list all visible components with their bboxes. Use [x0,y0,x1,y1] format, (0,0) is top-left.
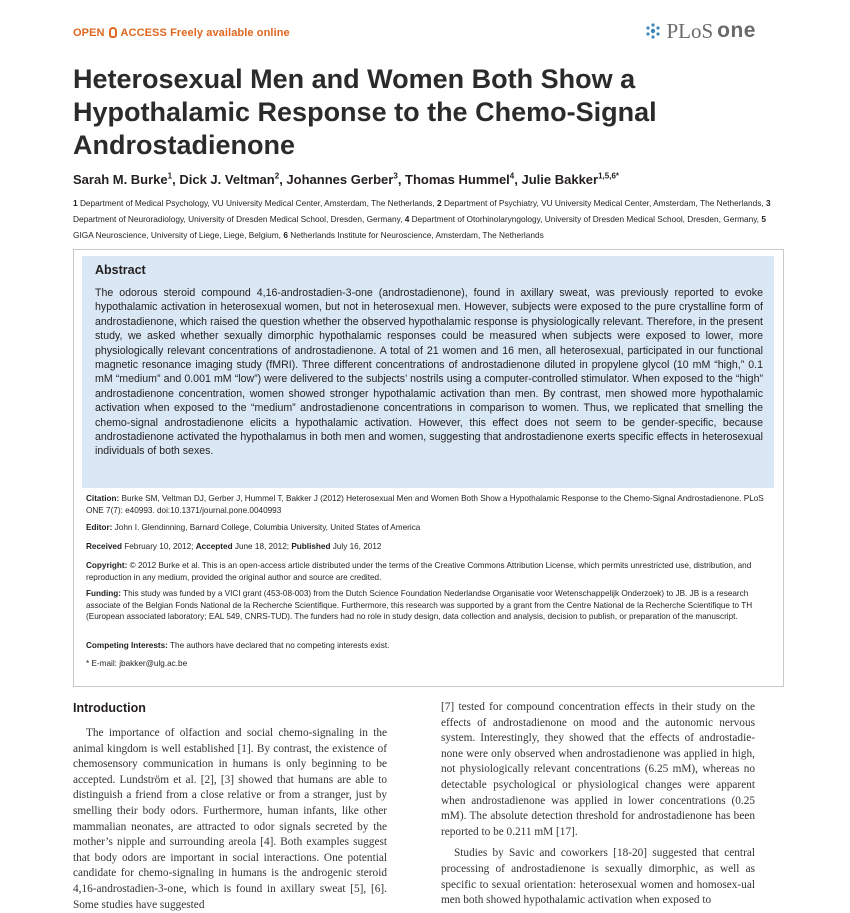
editor: Editor: John I. Glendinning, Barnard College, Columbia University, United States of America [86,523,421,532]
journal-one-text: one [717,19,756,42]
competing-interests: Competing Interests: The authors have declared that no competing interests exist. [86,641,390,650]
plos-dots-icon [644,22,662,40]
introduction-heading: Introduction [73,701,146,715]
intro-column-right [441,700,755,909]
author: Dick J. Veltman$^2$, [179,172,287,188]
intro-paragraph: [7] tested for compound concentration effects in their study on the effects of androstadienone on mood and the autonomic nervous system. Interestingly, they showed that the effects of androstadie-none were only observed when androstadienone was applied in high, not physiologically relevant concentrations (6.25 mM), whereas no detectable psychological or physiological changes were apparent when androstadienone was applied in lower concentrations (0.25 mM). The absolute detection threshold for androstadienone has been reported to be 0.211 mM [17]. [441,701,755,838]
citation: Citation: Burke SM, Veltman DJ, Gerber J, Hummel T, Bakker J (2012) Heterosexual Men and Women Both Show a Hypothalamic Response to the Chemo-Signal Androstadienone. PLoS ONE 7(7): e40993. doi:10.1371/journal.pone.0040993 [86,494,764,515]
journal-plos-text: PLoS [666,18,714,43]
open-label: OPEN [73,27,105,39]
intro-column-left: The importance of olfaction and social chemo-signaling in the animal kingdom is well established [1]. By contrast, the existence of chemosensory communication in humans is only beginning to be accepted. Lundström et al. [2], [3] showed that humans are able to distinguish a friend from a close relative or from a stranger, just by smelling their body odors. Furthermore, human infants, like other mammalian neonates, are attracted to odor signals secreted by the mother’s nipple and surrounding areola [4]. Both examples suggest that body odors are important in social interactions. One potential candidate for chemo-signaling in humans is the androgenic steroid 4,16-androstadien-3-one, which is found in axillary sweat [5], [6]. Some studies have suggested [73,727,387,911]
open-lock-icon [109,27,117,38]
intro-paragraph: Studies by Savic and coworkers [18-20] suggested that central processing of androstadienone is sexually dimorphic, as well as specific to sexual orientation: heterosexual women and homosex-ual men both showed hypothalamic activation when exposed to [441,847,755,907]
author: Johannes Gerber$^3$, [286,172,406,188]
abstract-text: The odorous steroid compound 4,16-androstadien-3-one (androstadienone), found in axillary sweat, was previously reported to evoke hypothalamic activation in heterosexual women, but not in heterosexual men. However, subjects were exposed to the pure crystalline form of androstadienone, which raised the question whether the observed hypothalamic response is physiologically relevant. Therefore, in the present study, we asked whether sexually dimorphic hypothalamic responses could be measured when subjects were exposed to lower, more physiologically relevant concentrations of androstadienone. A total of 21 women and 16 men, all heterosexual, participated in our functional magnetic resonance imaging study (fMRI). Three different concentrations of androstadienone diluted in propylene glycol (10 mM “high,” 0.1 mM “medium” and 0.001 mM “low”) were delivered to the subjects’ nostrils using a computer-controlled stimulator. When exposed to the “high” androstadienone concentration, women showed stronger hypothalamic activation than men. By contrast, men showed more hypothalamic activation when exposed to the “medium” androstadienone concentrations in comparison to women. Thus, we replicated that smelling the chemo-signal androstadienone elicits a hypothalamic activation. However, this effect does not seem to be gender-specific, because androstadienone activated the hypothalamus in both men and women, suggesting that androstadienone exerts specific effects in heterosexual individuals of both sexes. [95,287,763,458]
funding: Funding: This study was funded by a VICI grant (453-08-003) from the Dutch Science Foundation Nederlandse Organisatie voor Wetenschappelijk Onderzoek) to JB. JB is a research associate of the Belgian Fonds National de la Recherche Scientifique. Furthermore, this research was supported by a grant from the Centre National de la Recherche Scientifique to TH (European associated laboratory; EAL 549, CNRS-TUD). The funders had no role in study design, data collection and analysis, decision to publish, or preparation of the manuscript. [86,589,753,621]
author: Sarah M. Burke$^1$, [73,172,180,188]
email-link[interactable]: * E-mail: jbakker@ulg.ac.be [86,659,188,668]
dates: Received February 10, 2012; Accepted June 18, 2012; Published July 16, 2012 [86,542,382,551]
journal-logo [644,16,756,46]
copyright: Copyright: © 2012 Burke et al. This is an open-access article distributed under the terms of the Creative Commons Attribution License, which permits unrestricted use, distribution, and reproduction in any medium, provided the original author and source are credited. [86,561,752,582]
author-list [73,172,783,187]
author: Julie Bakker$^{1,5,6*}$ [521,172,619,188]
abstract-heading: Abstract [95,263,146,277]
author: Thomas Hummel$^4$, [405,172,522,188]
affiliations: 1 Department of Medical Psychology, VU University Medical Center, Amsterdam, The Netherlands, 2 Department of Psychiatry, VU University Medical Center, Amsterdam, The Netherlands, 3 Department of Neuroradiology, University of Dresden Medical School, Dresden, Germany, 4 Department of Otorhinolaryngology, University of Dresden Medical School, Dresden, Germany, 5 GIGA Neuroscience, University of Liege, Liege, Belgium, 6 Netherlands Institute for Neuroscience, Amsterdam, The Netherlands [73,198,771,240]
access-label: ACCESS Freely available online [120,27,290,39]
open-access-banner [73,27,290,39]
article-title: Heterosexual Men and Women Both Show a Hypothalamic Response to the Chemo-Signal Androstadienone [73,64,657,160]
